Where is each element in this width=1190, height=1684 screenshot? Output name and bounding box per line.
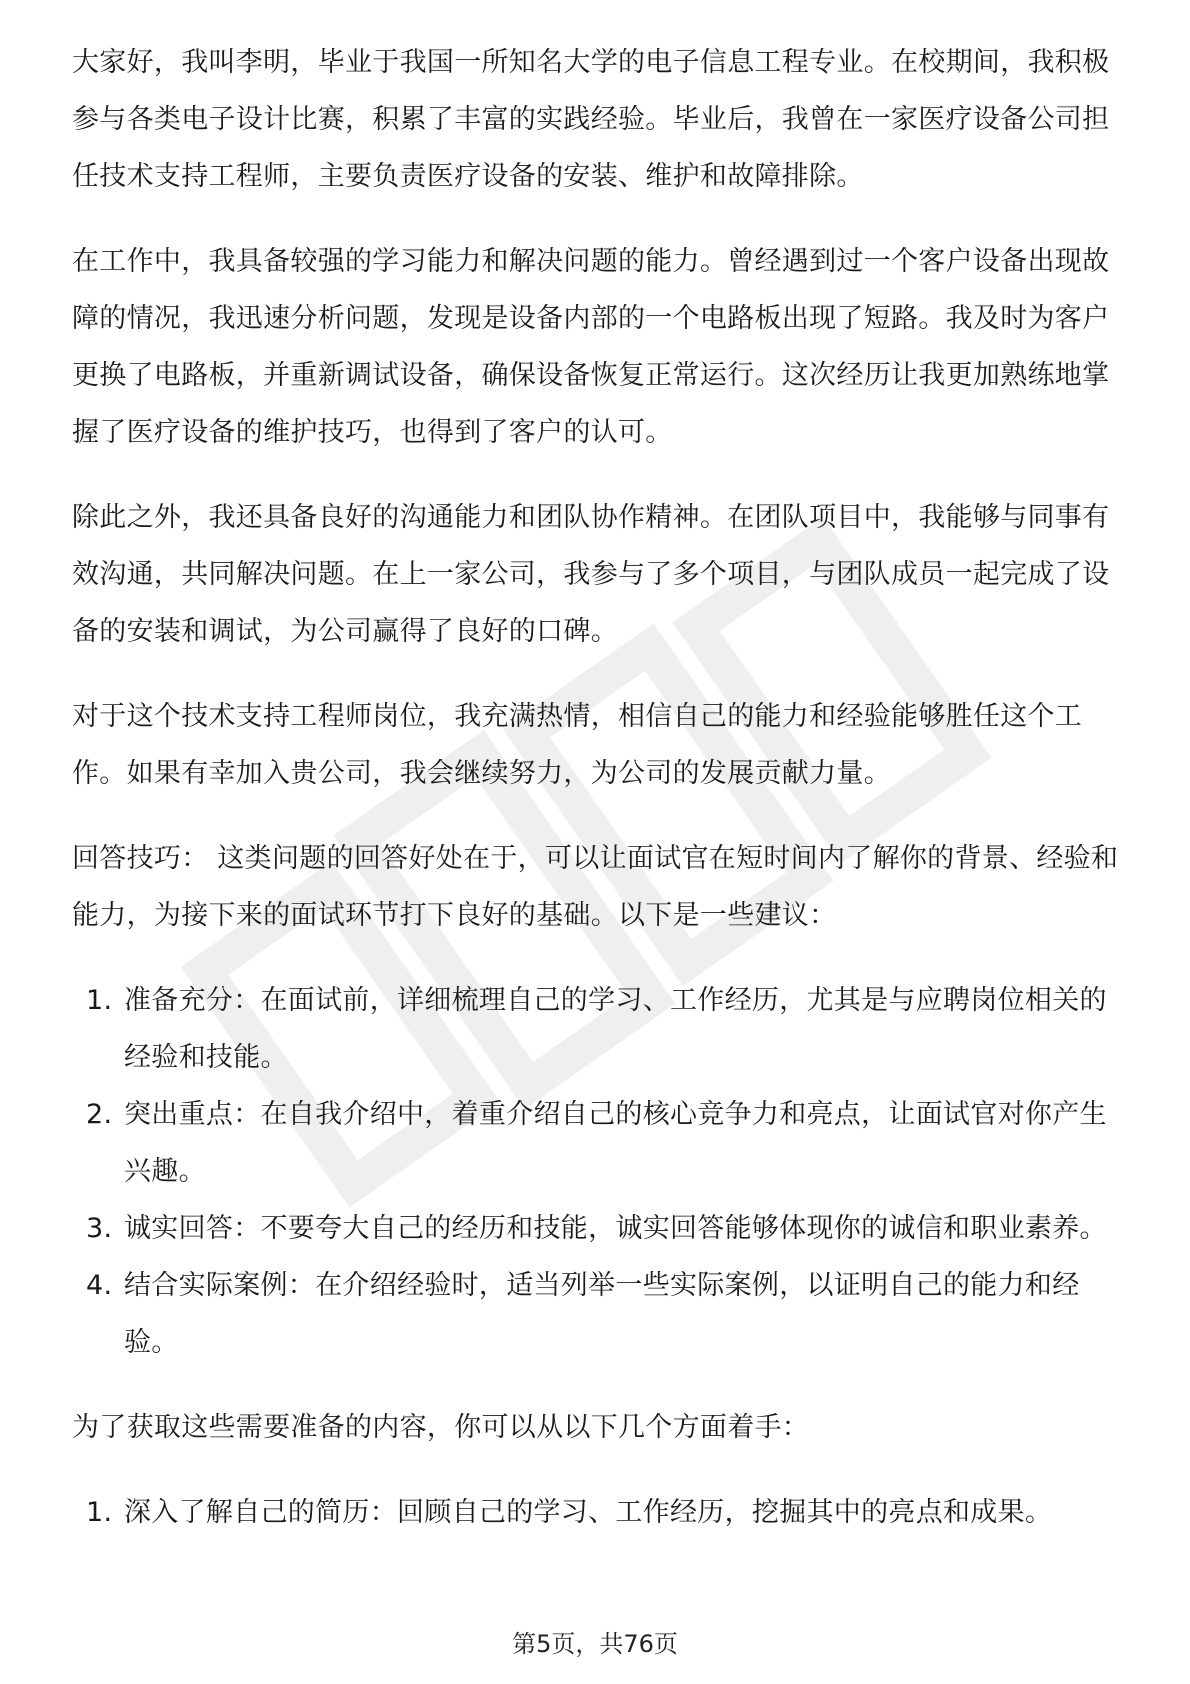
list-item-number: 3. [86,1213,113,1244]
sources-list [72,1484,1128,1541]
list-item-text: 深入了解自己的简历：回顾自己的学习、工作经历，挖掘其中的亮点和成果。 [124,1497,1053,1528]
list-item-number: 2. [86,1099,113,1130]
list-item-text: 突出重点：在自我介绍中，着重介绍自己的核心竞争力和亮点，让面试官对你产生兴趣。 [124,1099,1107,1187]
paragraph-work-experience: 在工作中，我具备较强的学习能力和解决问题的能力。曾经遇到过一个客户设备出现故障的情况，我迅速分析问题，发现是设备内部的一个电路板出现了短路。我及时为客户更换了电路板，并重新调试设备，确保设备恢复正常运行。这次经历让我更加熟练地掌握了医疗设备的维护技巧，也得到了客户的认可。 [72,246,1110,448]
list-item-number: 4. [86,1270,113,1301]
list-item-text: 准备充分：在面试前，详细梳理自己的学习、工作经历，尤其是与应聘岗位相关的经验和技能。 [124,985,1107,1073]
list-item-number: 1. [86,1497,113,1528]
paragraph-motivation: 对于这个技术支持工程师岗位，我充满热情，相信自己的能力和经验能够胜任这个工作。如果有幸加入贵公司，我会继续努力，为公司的发展贡献力量。 [72,701,1083,789]
list-item-text: 诚实回答：不要夸大自己的经历和技能，诚实回答能够体现你的诚信和职业素养。 [124,1213,1107,1244]
paragraph-answer-tips: 回答技巧： 这类问题的回答好处在于，可以让面试官在短时间内了解你的背景、经验和能力，为接下来的面试环节打下良好的基础。以下是一些建议： [72,843,1119,931]
list-item [72,1484,1128,1541]
list-item-text: 结合实际案例：在介绍经验时，适当列举一些实际案例，以证明自己的能力和经验。 [124,1270,1080,1358]
list-item [72,1200,1128,1257]
document-body [72,36,1128,1569]
list-item [72,1086,1128,1200]
page-number-footer: 第5页，共76页 [512,1630,678,1658]
list-item-number: 1. [86,985,113,1016]
tips-list [72,972,1128,1371]
paragraph-sources-intro: 为了获取这些需要准备的内容，你可以从以下几个方面着手： [72,1412,810,1443]
paragraph-teamwork: 除此之外，我还具备良好的沟通能力和团队协作精神。在团队项目中，我能够与同事有效沟通，共同解决问题。在上一家公司，我参与了多个项目，与团队成员一起完成了设备的安装和调试，为公司赢得了良好的口碑。 [72,502,1110,647]
paragraph-intro: 大家好，我叫李明，毕业于我国一所知名大学的电子信息工程专业。在校期间，我积极参与各类电子设计比赛，积累了丰富的实践经验。毕业后，我曾在一家医疗设备公司担任技术支持工程师，主要负责医疗设备的安装、维护和故障排除。 [72,47,1110,192]
list-item [72,972,1128,1086]
list-item [72,1257,1128,1371]
